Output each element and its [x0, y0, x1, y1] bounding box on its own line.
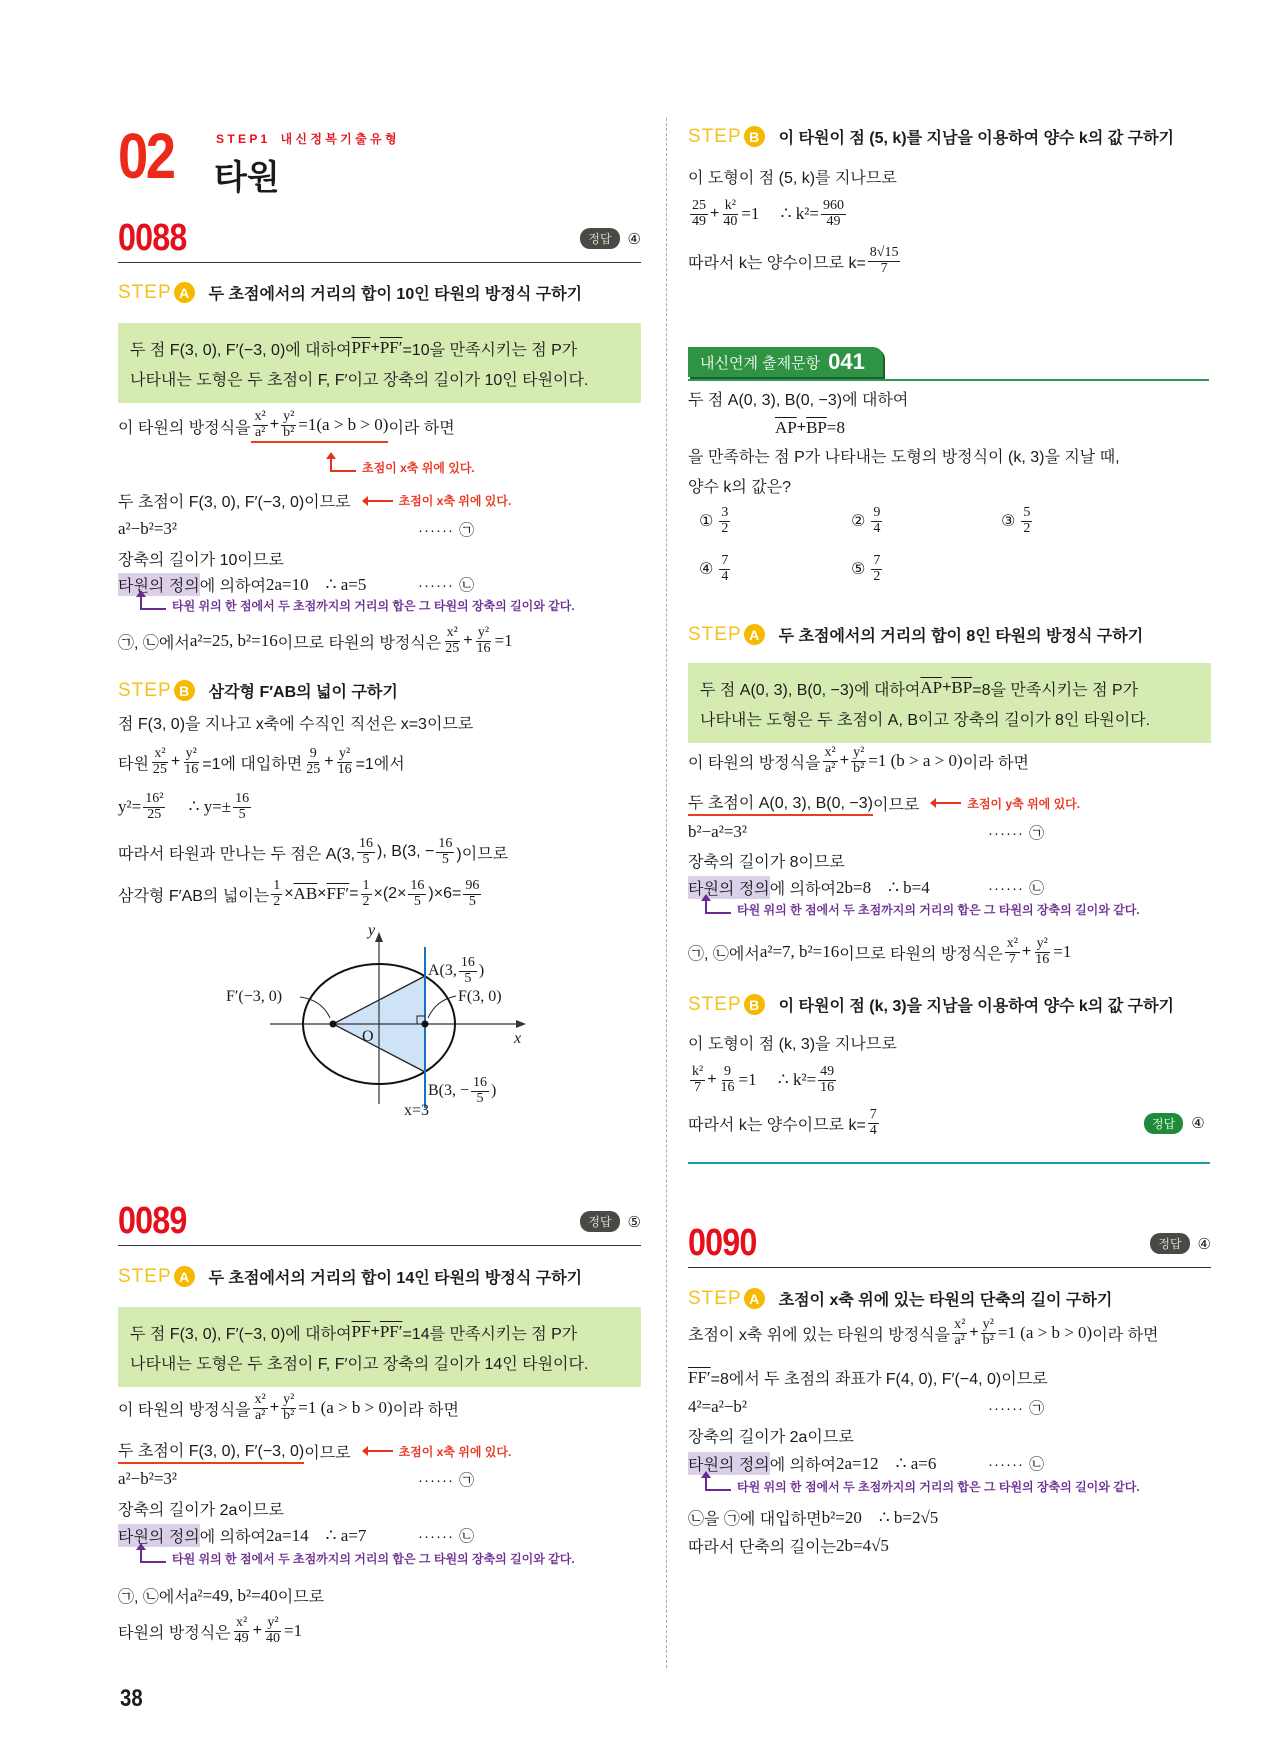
text: + [170, 753, 181, 771]
denominator: 5 [476, 1090, 484, 1106]
denominator: 5 [468, 893, 476, 909]
numerator: y² [283, 1392, 295, 1407]
chapter-number-text: 02 [118, 120, 174, 192]
text: 이라 하면 [388, 420, 455, 438]
numerator: 1 [273, 878, 281, 893]
text: 이 도형이 점 (5, k)를 지나므로 [688, 170, 897, 187]
text: 을 만족하는 점 P가 나타내는 도형의 방정식이 (k, 3)을 지날 때, [688, 449, 1120, 466]
numerator: 16 [460, 955, 475, 970]
text: + [370, 339, 380, 356]
text: × [284, 885, 294, 903]
numerator: y² [338, 746, 351, 761]
answer-label-badge: 정답 [1144, 1113, 1183, 1134]
text: 나타내는 도형은 두 초점이 A, B이고 장축의 길이가 8인 타원이다. [700, 711, 1151, 729]
text: 이 타원의 방정식을 [688, 754, 821, 772]
overline-segment: FF′ [326, 884, 350, 904]
equation-tag: ······ ㉡ [418, 577, 476, 594]
denominator: b² [853, 760, 865, 776]
text: 이 타원이 점 (k, 3)을 지남을 이용하여 양수 k의 값 구하기 [778, 998, 1174, 1015]
text: ×(2× [373, 885, 407, 903]
text: 장축의 길이가 2a이므로 [118, 1502, 284, 1519]
numerator: 1 [362, 878, 370, 893]
text: 두 점 F(3, 0), F′(−3, 0)에 대하여 [130, 341, 352, 359]
text: + [707, 1071, 717, 1089]
denominator: 7 [1008, 951, 1016, 967]
text: 에 의하여 [769, 881, 837, 898]
numerator: x² [254, 409, 266, 424]
text: 두 점 A(0, 3), B(0, −3)에 대하여 [700, 681, 921, 699]
numerator: y² [982, 1317, 994, 1332]
step-badge: A [174, 1266, 195, 1287]
denominator: 7 [880, 260, 888, 276]
text: = [349, 885, 359, 903]
numerator: 16² [145, 791, 164, 806]
answer-value: ⑤ [627, 1213, 641, 1231]
text: )×6= [428, 885, 462, 903]
numerator: y² [267, 1615, 279, 1630]
denominator: 5 [413, 893, 421, 909]
text: 두 초점에서의 거리의 합이 10인 타원의 방정식 구하기 [208, 286, 583, 303]
text: + [252, 1622, 262, 1640]
answer-label-badge: 정답 [580, 228, 619, 249]
text: 이므로 [304, 1444, 351, 1462]
annotation-text: 타원 위의 한 점에서 두 초점까지의 거리의 합은 그 타원의 장축의 길이와 같다. [172, 1552, 575, 1566]
annotation-text: 타원 위의 한 점에서 두 초점까지의 거리의 합은 그 타원의 장축의 길이와 같다. [737, 1480, 1140, 1494]
figure-label [514, 1030, 521, 1048]
text: 장축의 길이가 10이므로 [118, 552, 284, 569]
denominator: 4 [869, 1122, 877, 1138]
choice-number: ⑤ [851, 561, 866, 579]
numerator: y² [477, 625, 490, 640]
denominator: 25 [147, 806, 162, 822]
choice-number: ① [699, 513, 714, 531]
step-badge: B [744, 126, 765, 147]
numerator: 960 [822, 198, 844, 213]
text: 두 초점이 F(3, 0), F′(−3, 0) [118, 1443, 305, 1460]
equation-tag: ······ ㉡ [418, 1528, 476, 1545]
equation-tag: ······ ㉠ [988, 824, 1046, 842]
math-expression: 2b=4√5 [836, 1535, 889, 1555]
banner-title: 내신연계 출제문항 [700, 354, 821, 372]
text: 이라 하면 [392, 1401, 459, 1419]
fraction [471, 1076, 489, 1106]
page-number: 38 [120, 1685, 143, 1712]
problem-number: 0089 [118, 1200, 187, 1242]
highlighted-term: 타원의 정의 [688, 876, 770, 899]
text: + [269, 416, 280, 434]
choice-number: ② [851, 513, 866, 531]
highlighted-term: 타원의 정의 [118, 1524, 200, 1547]
text: 이 타원이 점 (5, k)를 지남을 이용하여 양수 k의 값 구하기 [778, 130, 1174, 147]
text: 따라서 k는 양수이므로 k= [688, 1116, 866, 1134]
numerator: k² [724, 198, 736, 213]
overline-segment: $\overline{PF}$ [351, 338, 371, 357]
math-expression: =1(a > b > 0) [298, 415, 389, 435]
denominator: 49 [826, 213, 841, 229]
annotation-text: 초점이 x축 위에 있다. [362, 461, 475, 475]
text: 따라서 타원과 만나는 두 점은 A(3, [118, 845, 356, 863]
math-expression: =1 (a > b > 0) [298, 1398, 393, 1418]
focus-F-point [422, 1021, 429, 1028]
chapter-title: 타원 [214, 159, 280, 197]
text: ), B(3, − [377, 843, 435, 861]
text: 이므로 [872, 796, 920, 814]
numerator: 7 [869, 1107, 877, 1122]
math-expression: 2b=8 ∴ b=4 [836, 877, 930, 897]
text: 나타내는 도형은 두 초점이 F, F′이고 장축의 길이가 14인 타원이다. [130, 1355, 589, 1373]
text: x=3 [404, 1102, 430, 1119]
math-expression: 2a=12 ∴ a=6 [836, 1453, 937, 1473]
numerator: 25 [692, 198, 706, 213]
text: + [463, 632, 473, 650]
math-expression: 2a=10 ∴ a=5 [266, 574, 367, 594]
math-expression: a²−b²=3² [118, 1469, 178, 1488]
step-label: S T E P 1 내 신 정 복 기 출 유 형 [216, 132, 397, 146]
denominator: a² [254, 424, 266, 440]
text: 두 초점이 A(0, 3), B(0, −3) [688, 795, 873, 812]
text: + [942, 679, 952, 696]
math-expression: =1 ∴ k²= [738, 1070, 817, 1090]
text: =10을 만족시키는 점 P가 [402, 341, 578, 359]
overline-segment: $\overline{BP}$ [806, 418, 827, 437]
numerator: 3 [721, 505, 729, 520]
text: ㉠, ㉡에서 [688, 945, 760, 963]
equation-tag: ······ ㉠ [418, 1471, 476, 1489]
math-expression: a²=7, b²=16 [759, 942, 840, 962]
figure-label [368, 922, 375, 940]
step-label: STEP [688, 1287, 742, 1309]
numerator: 96 [465, 878, 480, 893]
text: A(3, [428, 962, 457, 980]
text: × [317, 885, 327, 903]
denominator: 25 [152, 761, 167, 777]
focus-F-prime-point [330, 1021, 337, 1028]
text: 점 F(3, 0)을 지나고 x축에 수직인 직선은 x=3이므로 [118, 716, 474, 733]
text: ㉠, ㉡에서 [118, 634, 190, 652]
denominator: a² [254, 1407, 266, 1423]
math-expression: 2a=14 ∴ a=7 [266, 1525, 367, 1545]
math-expression: a²−b²=3² [118, 519, 178, 538]
annotation-text: 초점이 x축 위에 있다. [398, 1444, 512, 1459]
answer-value: ④ [627, 230, 641, 248]
equation-tag: ······ ㉡ [988, 880, 1046, 897]
denominator: 2 [1023, 520, 1031, 536]
denominator: 40 [723, 213, 738, 229]
denominator: 2 [362, 893, 370, 909]
text: + [969, 1324, 979, 1342]
denominator: 2 [873, 568, 881, 584]
equation-tag: ······ ㉡ [988, 1456, 1046, 1473]
text: 이므로 [277, 1589, 325, 1606]
overline-segment: FF′ [688, 1367, 711, 1387]
equation-tag: ······ ㉠ [418, 521, 476, 539]
text: F(3, 0) [458, 988, 502, 1005]
text: 두 초점이 F(3, 0), F′(−3, 0)이므로 [118, 494, 351, 511]
step-badge: A [744, 624, 765, 645]
math-expression: =1 (a > b > 0) [997, 1323, 1093, 1343]
text: 양수 k의 값은? [688, 479, 792, 496]
numerator: 7 [873, 553, 881, 568]
text: 두 초점에서의 거리의 합이 8인 타원의 방정식 구하기 [778, 628, 1144, 645]
denominator: 4 [721, 568, 729, 584]
text: 이 타원의 방정식을 [118, 1401, 251, 1419]
denominator: 5 [441, 851, 449, 867]
figure-label [428, 1076, 496, 1106]
denominator: 5 [238, 806, 246, 822]
text: y [368, 922, 376, 939]
math-expression: ∴ y=± [167, 797, 232, 817]
text: 두 점 F(3, 0), F′(−3, 0)에 대하여 [130, 1325, 352, 1343]
text: 타원의 방정식은 [118, 1624, 231, 1642]
text: 따라서 단축의 길이는 [688, 1539, 836, 1556]
math-expression: a²=25, b²=16 [189, 631, 278, 651]
text: =1에서 [355, 755, 405, 773]
math-expression: =1 [283, 1621, 303, 1641]
numerator: 8√15 [869, 245, 899, 260]
numerator: x² [824, 745, 836, 760]
text: =8에서 두 초점의 좌표가 F(4, 0), F′(−4, 0)이므로 [710, 1371, 1048, 1388]
annotation-text: 타원 위의 한 점에서 두 초점까지의 거리의 합은 그 타원의 장축의 길이와 같다. [172, 599, 575, 613]
math-expression: =1 [1053, 942, 1072, 962]
math-expression: =1 (b > a > 0) [868, 751, 963, 771]
denominator: 25 [306, 761, 321, 777]
numerator: y² [185, 746, 197, 761]
denominator: 16 [720, 1079, 735, 1095]
text: ) [478, 962, 485, 980]
text: ) [491, 1082, 497, 1100]
step-label: STEP [118, 679, 172, 701]
numerator: 9 [873, 505, 881, 520]
denominator: 2 [721, 520, 729, 536]
step-badge: B [744, 994, 765, 1015]
denominator: 16 [476, 640, 491, 656]
numerator: 9 [724, 1064, 732, 1079]
denominator: 25 [445, 640, 460, 656]
text: =1에 대입하면 [202, 755, 303, 773]
problem-number: 0088 [118, 217, 187, 259]
annotation-text: 타원 위의 한 점에서 두 초점까지의 거리의 합은 그 타원의 장축의 길이와 같다. [737, 903, 1140, 917]
text: =8을 만족시키는 점 P가 [972, 681, 1139, 699]
text: 이라 하면 [962, 754, 1029, 772]
denominator: 16 [184, 761, 199, 777]
numerator: x² [954, 1317, 966, 1332]
overline-segment: $\overline{AB}$ [293, 884, 318, 904]
text: 에 의하여 [199, 578, 267, 595]
overline-segment: PF′ [379, 1322, 403, 1341]
highlighted-term: 타원의 정의 [688, 1452, 770, 1475]
math-expression: a²=49, b²=40 [189, 1585, 278, 1605]
text: 삼각형 F′AB의 넓이는 [118, 887, 270, 905]
numerator: x² [154, 746, 166, 761]
text: x [514, 1030, 522, 1047]
text: 두 점 A(0, 3), B(0, −3)에 대하여 [688, 392, 909, 409]
text: 이 타원의 방정식을 [118, 420, 251, 438]
text: + [710, 205, 720, 223]
math-expression: 4²=a²−b² [688, 1397, 748, 1416]
numerator: 7 [721, 553, 729, 568]
choice-number: ④ [699, 561, 714, 579]
banner-number: 041 [828, 349, 865, 374]
text: + [370, 1323, 380, 1340]
text: 이므로 타원의 방정식은 [839, 945, 1003, 963]
numerator: 9 [309, 746, 317, 761]
text: 이므로 타원의 방정식은 [277, 634, 442, 652]
math-expression: y²= [118, 797, 142, 817]
text: + [1021, 943, 1032, 961]
text: 초점이 x축 위에 있는 타원의 단축의 길이 구하기 [778, 1292, 1113, 1309]
denominator: 16 [820, 1079, 835, 1095]
step-label: STEP [118, 1265, 172, 1287]
numerator: y² [853, 745, 865, 760]
overline-segment: PF′ [379, 338, 403, 357]
step-badge: B [174, 680, 195, 701]
numerator: 16 [438, 836, 453, 851]
text: 장축의 길이가 2a이므로 [688, 1429, 854, 1446]
text: + [839, 752, 850, 770]
text: 에 의하여 [199, 1529, 267, 1546]
math-expression: b²−a²=3² [688, 822, 748, 841]
denominator: 5 [464, 970, 472, 986]
math-expression: =1 ∴ k²= [741, 204, 819, 224]
denominator: b² [283, 424, 295, 440]
numerator: x² [254, 1392, 266, 1407]
overline-segment: $\overline{AP}$ [920, 678, 943, 697]
text: + [269, 1399, 280, 1417]
denominator: 16 [1035, 951, 1050, 967]
text: )이므로 [456, 845, 509, 863]
figure-label [362, 1028, 374, 1046]
math-expression: =1 [494, 631, 513, 651]
numerator: 5 [1023, 505, 1031, 520]
text: 초점이 x축 위에 있는 타원의 방정식을 [688, 1326, 951, 1344]
denominator: 7 [694, 1079, 702, 1095]
answer-value: ④ [1191, 1115, 1205, 1133]
text: B(3, − [428, 1082, 470, 1100]
fraction [459, 956, 477, 986]
y-axis-arrow-icon [375, 932, 383, 942]
step-badge: A [174, 282, 195, 303]
numerator: x² [446, 625, 458, 640]
denominator: 5 [362, 851, 370, 867]
step-label: STEP [118, 281, 172, 303]
numerator: k² [692, 1064, 704, 1079]
text: + [796, 419, 807, 436]
denominator: a² [954, 1332, 965, 1348]
text: ㉡을 ㉠에 대입하면 [688, 1511, 822, 1528]
step-label: STEP [688, 993, 742, 1015]
text: 에 의하여 [769, 1457, 837, 1474]
equation-tag: ······ ㉠ [988, 1399, 1046, 1417]
text: 장축의 길이가 8이므로 [688, 854, 845, 871]
highlighted-term: 타원의 정의 [118, 573, 200, 596]
text: O [362, 1028, 374, 1045]
annotation-text: 초점이 y축 위에 있다. [967, 796, 1081, 811]
numerator: x² [1006, 936, 1018, 951]
text: 삼각형 F′AB의 넓이 구하기 [208, 684, 398, 701]
figure-label [428, 956, 484, 986]
overline-segment: $\overline{PF}$ [351, 1322, 371, 1341]
denominator: a² [824, 760, 836, 776]
figure-label [226, 988, 282, 1006]
text: =14를 만족시키는 점 P가 [402, 1325, 578, 1343]
answer-label-badge: 정답 [1150, 1233, 1189, 1254]
numerator: y² [1036, 936, 1048, 951]
text: 이 도형이 점 (k, 3)을 지나므로 [688, 1036, 897, 1053]
numerator: 16 [410, 878, 425, 893]
text: ㉠, ㉡에서 [118, 1589, 190, 1606]
denominator: b² [283, 1407, 295, 1423]
denominator: 16 [337, 761, 352, 777]
denominator: 49 [234, 1630, 249, 1646]
overline-segment: $\overline{AP}$ [775, 418, 797, 437]
step-badge: A [744, 1288, 765, 1309]
figure-label [458, 988, 502, 1006]
text: 따라서 k는 양수이므로 k= [688, 254, 866, 272]
answer-label-badge: 정답 [580, 1211, 619, 1232]
math-expression: =8 [826, 418, 845, 437]
step-label: STEP [688, 125, 742, 147]
denominator: 4 [873, 520, 881, 536]
step-label: STEP [688, 623, 742, 645]
answer-value: ④ [1197, 1235, 1211, 1253]
problem-number: 0090 [688, 1222, 757, 1264]
text: F′(−3, 0) [226, 988, 283, 1005]
denominator: 40 [265, 1630, 280, 1646]
numerator: x² [236, 1615, 248, 1630]
denominator: 49 [692, 213, 706, 229]
text: 나타내는 도형은 두 초점이 F, F′이고 장축의 길이가 10인 타원이다. [130, 371, 589, 389]
numerator: 16 [235, 791, 250, 806]
overline-segment: $\overline{BP}$ [951, 678, 973, 697]
text: + [324, 753, 334, 771]
figure-label [404, 1102, 429, 1120]
annotation-text: 초점이 x축 위에 있다. [398, 494, 512, 508]
denominator: 2 [273, 893, 281, 909]
denominator: b² [982, 1332, 994, 1348]
choice-number: ③ [1001, 513, 1016, 531]
text: 타원 [118, 755, 149, 773]
math-expression: b²=20 ∴ b=2√5 [821, 1507, 939, 1527]
numerator: 16 [359, 836, 374, 851]
numerator: 16 [473, 1075, 488, 1090]
numerator: 49 [820, 1064, 835, 1079]
numerator: y² [283, 409, 295, 424]
text: 이라 하면 [1092, 1326, 1159, 1344]
x-axis-arrow-icon [516, 1020, 526, 1028]
text: 두 초점에서의 거리의 합이 14인 타원의 방정식 구하기 [208, 1270, 583, 1287]
